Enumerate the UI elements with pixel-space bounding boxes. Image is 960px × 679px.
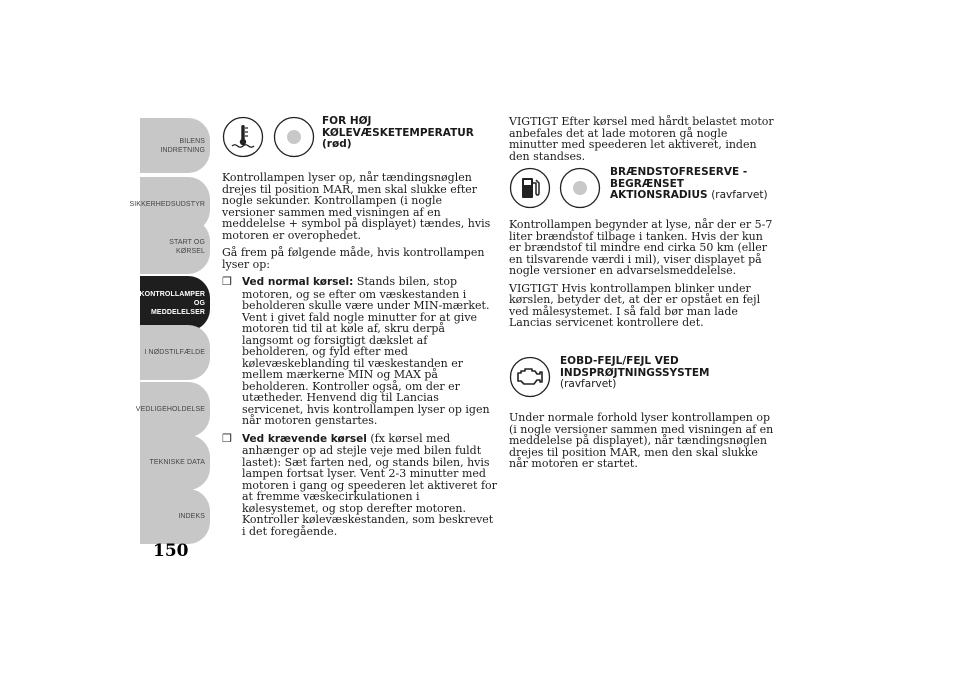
vigtigt-paragraph-2: VIGTIGT Hvis kontrollampen blinker under kørslen, betyder det, at der er opstået en fejl ved målesystemet. I så fald bør man lade Lancias servicenet kontrollere det.	[509, 281, 761, 329]
bullet-label: Ved normal kørsel:	[242, 276, 354, 288]
bullet-normal-driving	[222, 276, 497, 427]
bullet-text: Stands bilen, stop motoren, og se efter om væskestanden i beholderen skulle være under MIN-mærket. Vent i givet fald nogle minutter for at give motoren tid til at køle af, skru derpå langsomt og forsigtigt dækslet af beholderen, og fyld efter med kølevæskeblanding til væskestanden er mellem mærkerne MIN og MAX på beholderen. Kontroller også, om der er utætheder. Henvend dig til Lancias servicenet, hvis kontrollampen lyser op igen når motoren genstartes.	[242, 275, 490, 427]
tab-label: TEKNISKE DATA	[149, 459, 205, 466]
fuel-paragraph: Kontrollampen begynder at lyse, når der er 5-7 liter brændstof tilbage i tanken. Hvis der kun er brændstof til mindre end cirka 50 km (eller en tilsvarende værdi i mil), viser displayet på nogle versioner en advarselsmeddelelse.	[509, 218, 773, 277]
indicator-lamp-icon	[273, 116, 315, 158]
left-column	[222, 172, 497, 543]
coolant-paragraph-1: Kontrollampen lyser op, når tændingsnøglen drejes til position MAR, men skal slukke efter nogle sekunder. Kontrollampen (i nogle versioner sammen med visningen af en meddelelse + symbol på displayet) tændes, hvis motoren er overophedet.	[222, 171, 491, 242]
indicator-lamp-icon	[559, 167, 601, 209]
tab-label: SIKKERHEDSUDSTYR	[129, 201, 205, 208]
bullet-text: (fx kørsel med anhænger op ad stejle veje med bilen fuldt lastet): Sæt farten ned, og stands bilen, hvis lampen fortsat lyser. Vent 2-3 minutter med motoren i gang og speederen let aktiveret for at fremme væskecirkulationen i kølesystemet, og stop derefter motoren. Kontroller kølevæskestanden, som beskrevet i det foregående.	[242, 431, 497, 538]
eobd-heading-color: (ravfarvet)	[560, 378, 617, 390]
tab-label: START OG KØRSEL	[169, 238, 205, 255]
tab-label: I NØDSTILFÆLDE	[144, 349, 205, 356]
right-column-top	[509, 116, 774, 168]
tab-vedligeholdelse[interactable]	[135, 382, 210, 437]
vigtigt-paragraph-1: VIGTIGT Efter kørsel med hårdt belastet motor anbefales det at lade motoren gå nogle minutter med speederen let aktiveret, inden den standses.	[509, 115, 774, 163]
fuel-heading	[610, 167, 785, 202]
page-number: 150	[153, 541, 189, 561]
tab-start-og-korsel[interactable]	[140, 219, 210, 274]
bullet-demanding-driving	[222, 433, 497, 538]
fuel-heading-title: BRÆNDSTOFRESERVE - BEGRÆNSET AKTIONSRADIUS	[610, 166, 748, 201]
engine-check-icon	[509, 356, 551, 398]
coolant-heading-title: FOR HØJ KØLEVÆSKETEMPERATUR	[322, 115, 474, 139]
tab-bilens-indretning[interactable]	[140, 118, 210, 173]
eobd-heading	[560, 356, 760, 391]
coolant-heading-color: (rød)	[322, 138, 352, 150]
fuel-pump-icon	[509, 167, 551, 209]
tab-label: INDEKS	[178, 513, 205, 520]
checkbox-icon: ❒	[222, 431, 232, 445]
coolant-heading	[322, 116, 502, 151]
tab-label: KONTROLLAMPER OG MEDDELELSER	[139, 291, 205, 316]
eobd-heading-title: EOBD-FEJL/FEJL VED INDSPRØJTNINGSSYSTEM	[560, 355, 710, 379]
eobd-paragraph: Under normale forhold lyser kontrollampen op (i nogle versioner sammen med visningen af en meddelelse på displayet), når tændingsnøglen drejes til position MAR, men den skal slukke når motoren er startet.	[509, 411, 774, 470]
right-column-bottom	[509, 412, 774, 476]
right-column-middle	[509, 219, 774, 335]
tab-tekniske-data[interactable]	[140, 435, 210, 490]
tab-indeks[interactable]	[140, 489, 210, 544]
coolant-paragraph-2: Gå frem på følgende måde, hvis kontrollampen lyser op:	[222, 246, 485, 271]
coolant-temperature-icon	[222, 116, 264, 158]
checkbox-icon: ❒	[222, 275, 232, 288]
tab-label: VEDLIGEHOLDELSE	[135, 406, 205, 413]
tab-i-nodstilfaelde[interactable]	[140, 325, 210, 380]
tab-label: BILENS INDRETNING	[160, 137, 205, 154]
bullet-label: Ved krævende kørsel	[242, 432, 367, 445]
fuel-heading-color: (ravfarvet)	[711, 189, 768, 201]
tab-kontrollamper[interactable]	[140, 276, 210, 331]
